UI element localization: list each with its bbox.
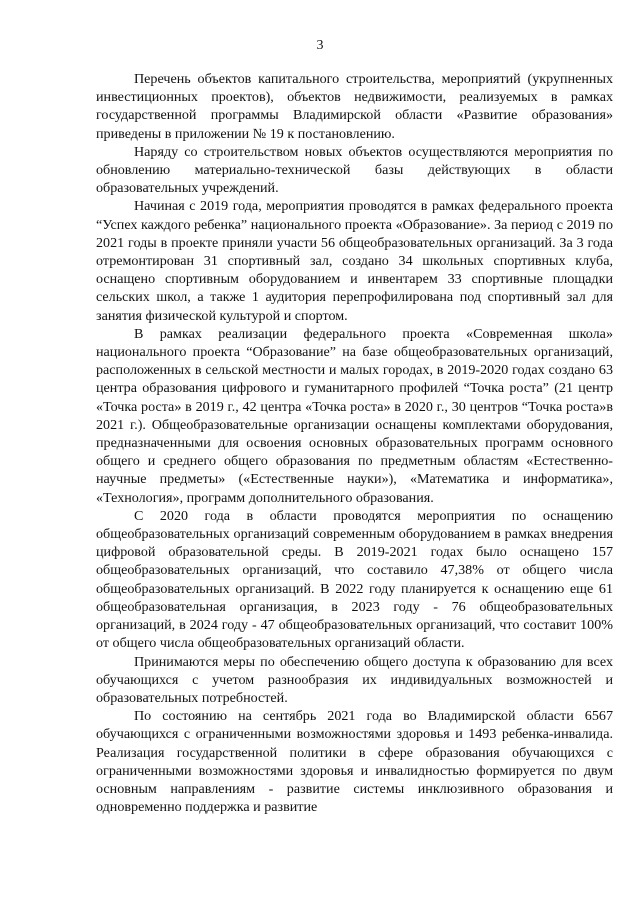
paragraph-modern-school: В рамках реализации федерального проекта «Современная школа» национального проекта “Образование” на базе общеобразовательных организаций, расположенных в сельской местности и малых городах, в 2019-2020 годах создано 63 центра образования цифрового и гуманитарного профилей “Точка роста” (21 центр «Точка роста» в 2019 г., 42 центра «Точка роста» в 2020 г., 30 центров “Точка роста»в 2021 г.). Общеобразовательные организации оснащены комплектами оборудования, предназначенными для освоения основных образовательных программ основного общего и среднего общего образования по предметным областям «Естественно-научные предметы» («Естественные науки»), «Математика и информатика», «Технология», программ дополнительного образования. — [96, 325, 613, 506]
page-number: 3 — [316, 38, 324, 53]
paragraph-digital-environment: С 2020 года в области проводятся мероприятия по оснащению общеобразовательных организаций современным оборудованием в рамках внедрения цифровой образовательной среды. В 2019-2021 годах было оснащено 157 общеобразовательных организаций, что составило 47,38% от общего числа общеобразовательных организаций. В 2022 году планируется к оснащению еще 61 общеобразовательная организация, в 2023 году - 76 общеобразовательных организаций, в 2024 году - 47 общеобразовательных организаций, что составит 100% от общего числа общеобразовательных организаций области. — [96, 507, 613, 652]
paragraph-general-access: Принимаются меры по обеспечению общего доступа к образованию для всех обучающихся с учетом разнообразия их индивидуальных возможностей и образовательных потребностей. — [96, 653, 613, 706]
paragraph-material-base-update: Наряду со строительством новых объектов осуществляются мероприятия по обновлению материально-технической базы действующих в области образовательных учреждений. — [96, 143, 613, 197]
document-body — [96, 70, 613, 816]
paragraph-inclusive-education: По состоянию на сентябрь 2021 года во Владимирской области 6567 обучающихся с ограниченными возможностями здоровья и 1493 ребенка-инвалида. Реализация государственной политики в сфере образования обучающихся с ограниченными возможностями здоровья и инвалидностью формируется по двум основным направлениям - развитие системы инклюзивного образования и одновременно поддержка и развитие — [96, 708, 613, 816]
paragraph-capital-construction: Перечень объектов капитального строительства, мероприятий (укрупненных инвестиционных проектов), объектов недвижимости, реализуемых в рамках государственной программы Владимирской области «Развитие образования» приведены в приложении № 19 к постановлению. — [96, 71, 613, 142]
paragraph-success-of-every-child: Начиная с 2019 года, мероприятия проводятся в рамках федерального проекта “Успех каждого ребенка” национального проекта «Образование». За период с 2019 по 2021 годы в проекте приняли участи 56 общеобразовательных организаций. За 3 года отремонтирован 31 спортивный зал, создано 34 школьных спортивных клуба, оснащено спортивным оборудованием и инвентарем 33 спортивные площадки сельских школ, а также 1 аудитория перепрофилирована под спортивный зал для занятия физической культурой и спортом. — [96, 198, 613, 324]
